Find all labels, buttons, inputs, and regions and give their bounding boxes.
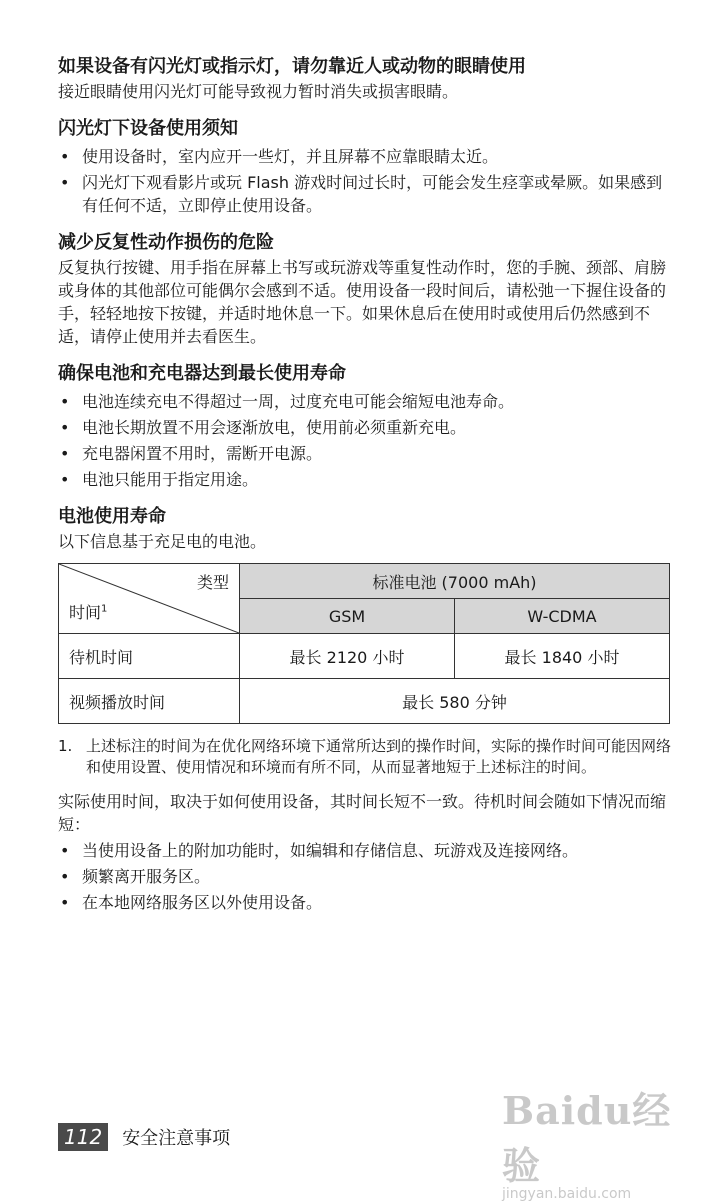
watermark-url: jingyan.baidu.com	[502, 1186, 632, 1202]
section-battery-usage	[58, 504, 672, 553]
battery-header: 标准电池 (7000 mAh)	[240, 564, 670, 599]
corner-time-label	[69, 600, 107, 623]
col-header-wcdma: W-CDMA	[455, 599, 670, 634]
bullet-list	[58, 145, 672, 217]
list-item: • 在本地网络服务区以外使用设备。	[58, 891, 672, 914]
section-text: 反复执行按键、用手指在屏幕上书写或玩游戏等重复性动作时，您的手腕、颈部、肩膀或身体的其他部位可能偶尔会感到不适。使用设备一段时间后，请松弛一下握住设备的手，轻轻地按下按键，并适时地休息一下。如果休息后在使用时或使用后仍然感到不适，请停止使用并去看医生。	[58, 258, 667, 346]
footer-title: 安全注意事项	[122, 1128, 231, 1149]
section-text: 实际使用时间，取决于如何使用设备，其时间长短不一致。待机时间会随如下情况而缩短：	[58, 792, 667, 834]
row-label: 待机时间	[59, 634, 240, 679]
section-battery-life	[58, 361, 672, 491]
row-label: 视频播放时间	[59, 679, 240, 724]
footnote-number: 1.	[58, 737, 73, 755]
manual-page	[58, 54, 672, 914]
section-flash-eye	[58, 54, 672, 103]
footnote	[58, 736, 672, 778]
table-row	[59, 634, 670, 679]
footnote-text: 上述标注的时间为在优化网络环境下通常所达到的操作时间，实际的操作时间可能因网络和使用设置、使用情况和环境而有所不同，从而显著地短于上述标注的时间。	[86, 737, 672, 776]
table-corner-cell	[59, 564, 240, 634]
list-item: • 电池连续充电不得超过一周，过度充电可能会缩短电池寿命。	[58, 390, 672, 413]
bullet-list	[58, 390, 672, 491]
list-item: • 闪光灯下观看影片或玩 Flash 游戏时间过长时，可能会发生痉挛或晕厥。如果感到有任何不适，立即停止使用设备。	[58, 171, 672, 217]
baidu-watermark	[502, 1080, 682, 1202]
section-repetitive	[58, 230, 672, 348]
page-footer	[58, 1122, 230, 1152]
cell-both: 最长 580 分钟	[240, 679, 670, 724]
list-item: • 电池只能用于指定用途。	[58, 468, 672, 491]
col-header-gsm: GSM	[240, 599, 455, 634]
cell-gsm: 最长 2120 小时	[240, 634, 455, 679]
list-item: • 使用设备时，室内应开一些灯，并且屏幕不应靠眼睛太近。	[58, 145, 672, 168]
battery-life-table	[58, 563, 670, 724]
list-item: • 当使用设备上的附加功能时，如编辑和存储信息、玩游戏及连接网络。	[58, 839, 672, 862]
bullet-list	[58, 839, 672, 914]
list-item: • 频繁离开服务区。	[58, 865, 672, 888]
cell-wcdma: 最长 1840 小时	[455, 634, 670, 679]
section-heading: 确保电池和充电器达到最长使用寿命	[58, 363, 346, 384]
list-item: • 充电器闲置不用时，需断开电源。	[58, 442, 672, 465]
page-number: 112	[58, 1123, 108, 1151]
corner-time-text: 时间	[69, 603, 102, 622]
section-heading: 闪光灯下设备使用须知	[58, 118, 238, 139]
section-text: 以下信息基于充足电的电池。	[58, 532, 267, 551]
section-standby	[58, 790, 672, 914]
table-row	[59, 679, 670, 724]
list-item: • 电池长期放置不用会逐渐放电，使用前必须重新充电。	[58, 416, 672, 439]
footnote-marker: 1	[101, 603, 108, 615]
section-heading: 电池使用寿命	[58, 506, 166, 527]
section-heading: 如果设备有闪光灯或指示灯，请勿靠近人或动物的眼睛使用	[58, 56, 526, 77]
watermark-logo: Baidu经验	[502, 1088, 672, 1188]
section-text: 接近眼睛使用闪光灯可能导致视力暂时消失或损害眼睛。	[58, 82, 459, 101]
section-heading: 减少反复性动作损伤的危险	[58, 232, 274, 253]
corner-type-label: 类型	[196, 573, 229, 592]
section-flash-notice	[58, 116, 672, 217]
